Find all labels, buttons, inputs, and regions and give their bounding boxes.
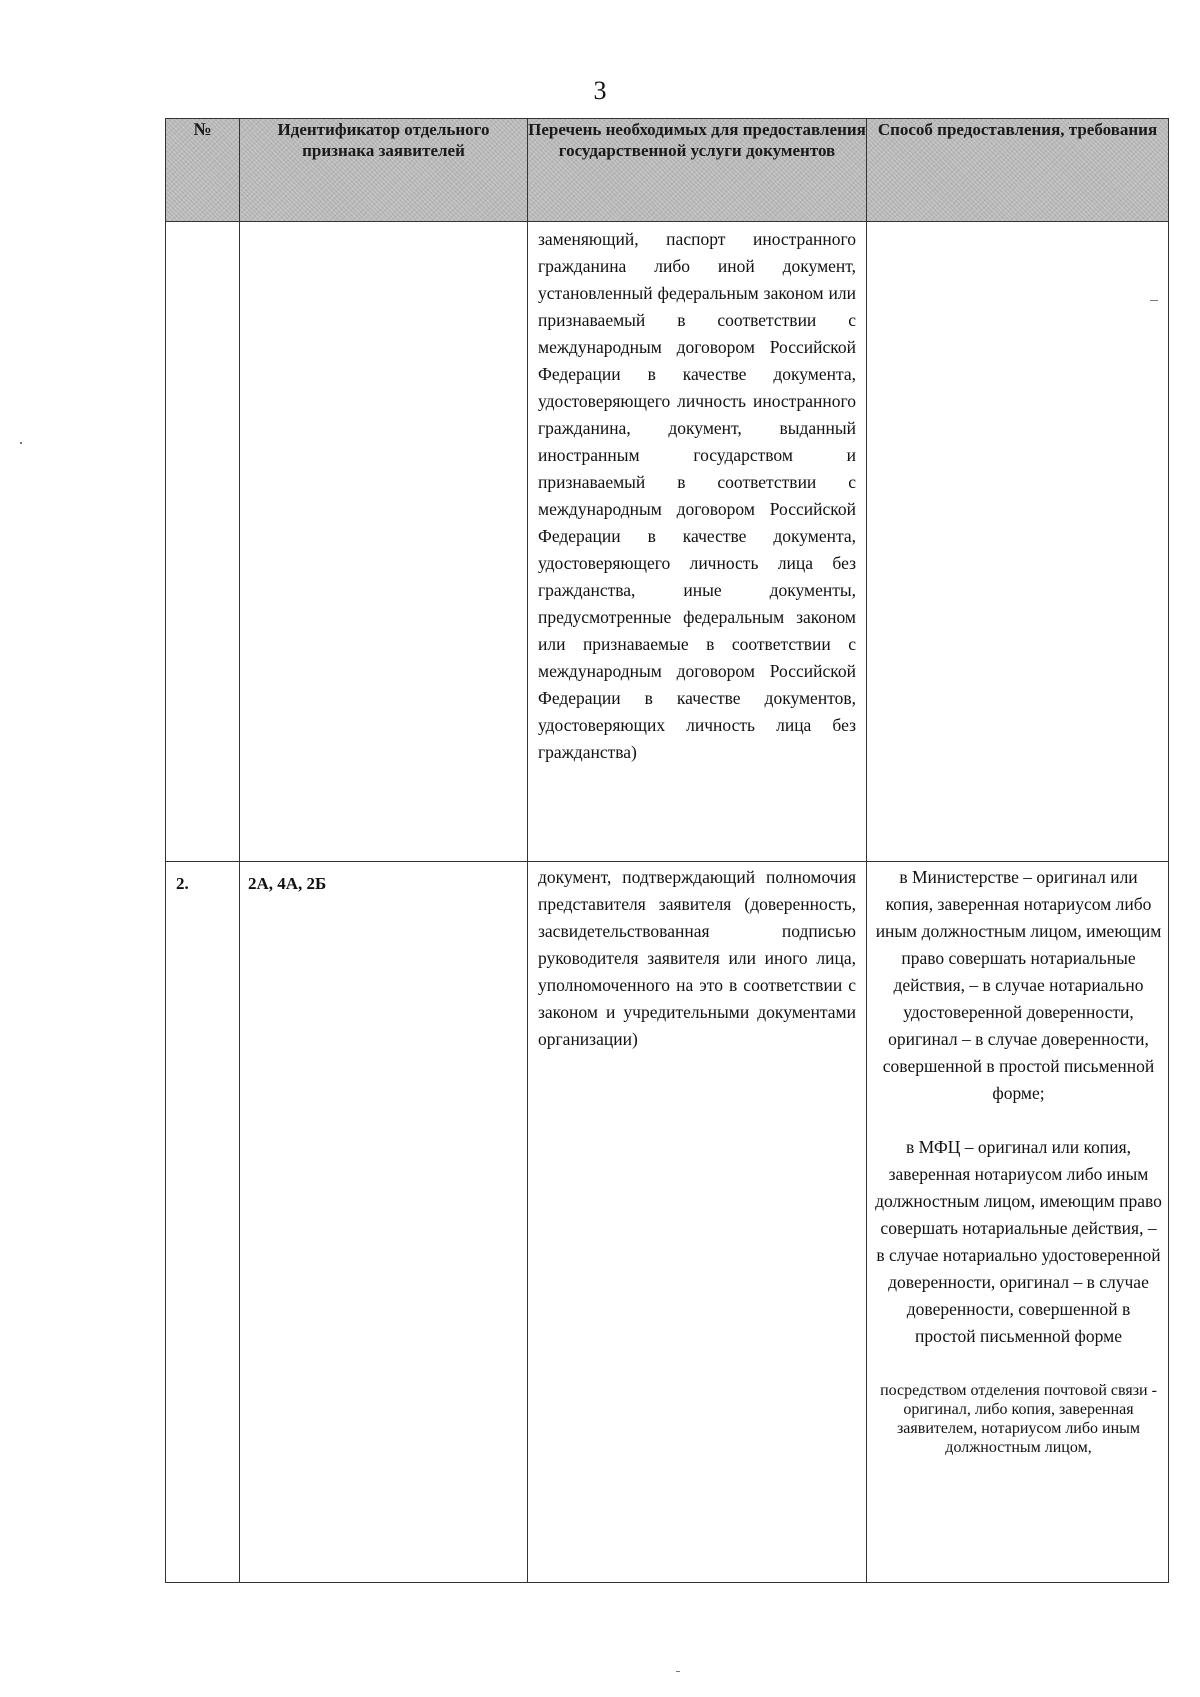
- method-ministry-text: в Министерстве – оригинал или копия, заверенная нотариусом либо иным должностным лицом, имеющим право совершать нотариальные действия, – в случае нотариально удостоверенной доверенности, оригинал – в случае доверенности, совершенной в простой письменной форме;: [875, 867, 1162, 1103]
- method-mfc-text: в МФЦ – оригинал или копия, заверенная нотариусом либо иным должностным лицом, имеющим право совершать нотариальные действия, – в случае нотариально удостоверенной доверенности, оригинал – в случае доверенности, совершенной в простой письменной форме: [875, 1137, 1162, 1346]
- cell-documents: [528, 862, 867, 1583]
- cell-identifier-empty: [240, 222, 528, 862]
- page-number: 3: [593, 76, 607, 105]
- cell-identifier: 2А, 4А, 2Б: [240, 862, 528, 1583]
- scan-speck: [20, 442, 22, 444]
- header-method: Способ предоставления, требования: [867, 119, 1169, 222]
- table-row: [166, 862, 1169, 1583]
- table-header-row: [166, 119, 1169, 222]
- scan-speck: [676, 1671, 680, 1672]
- header-identifier: Идентификатор отдельного признака заявителей: [240, 119, 528, 222]
- scan-speck: [1150, 300, 1158, 301]
- documents-continuation-text: заменяющий, паспорт иностранного гражданина либо иной документ, установленный федеральным законом или признаваемый в соответствии с международным договором Российской Федерации в качестве документа, удостоверяющего личность иностранного гражданина, документ, выданный иностранным государством и признаваемый в соответствии с международным договором Российской Федерации в качестве документа, удостоверяющего личность лица без гражданства, иные документы, предусмотренные федеральным законом или признаваемые в соответствии с международным договором Российской Федерации в качестве документов, удостоверяющих личность лица без гражданства): [538, 229, 856, 762]
- method-post-text: посредством отделения почтовой связи - оригинал, либо копия, заверенная заявителем, нотариусом либо иным должностным лицом,: [880, 1382, 1157, 1456]
- table-row: [166, 222, 1169, 862]
- header-number: №: [166, 119, 240, 222]
- cell-documents-continuation: [528, 222, 867, 862]
- documents-text: документ, подтверждающий полномочия представителя заявителя (доверенность, засвидетельствованная подписью руководителя заявителя или иного лица, уполномоченного на это в соответствии с законом и учредительными документами организации): [538, 867, 856, 1049]
- cell-method-empty: [867, 222, 1169, 862]
- cell-number: 2.: [166, 862, 240, 1583]
- cell-number-empty: [166, 222, 240, 862]
- header-documents: Перечень необходимых для предоставления государственной услуги документов: [528, 119, 867, 222]
- cell-method: [867, 862, 1169, 1583]
- requirements-table: [165, 118, 1169, 1583]
